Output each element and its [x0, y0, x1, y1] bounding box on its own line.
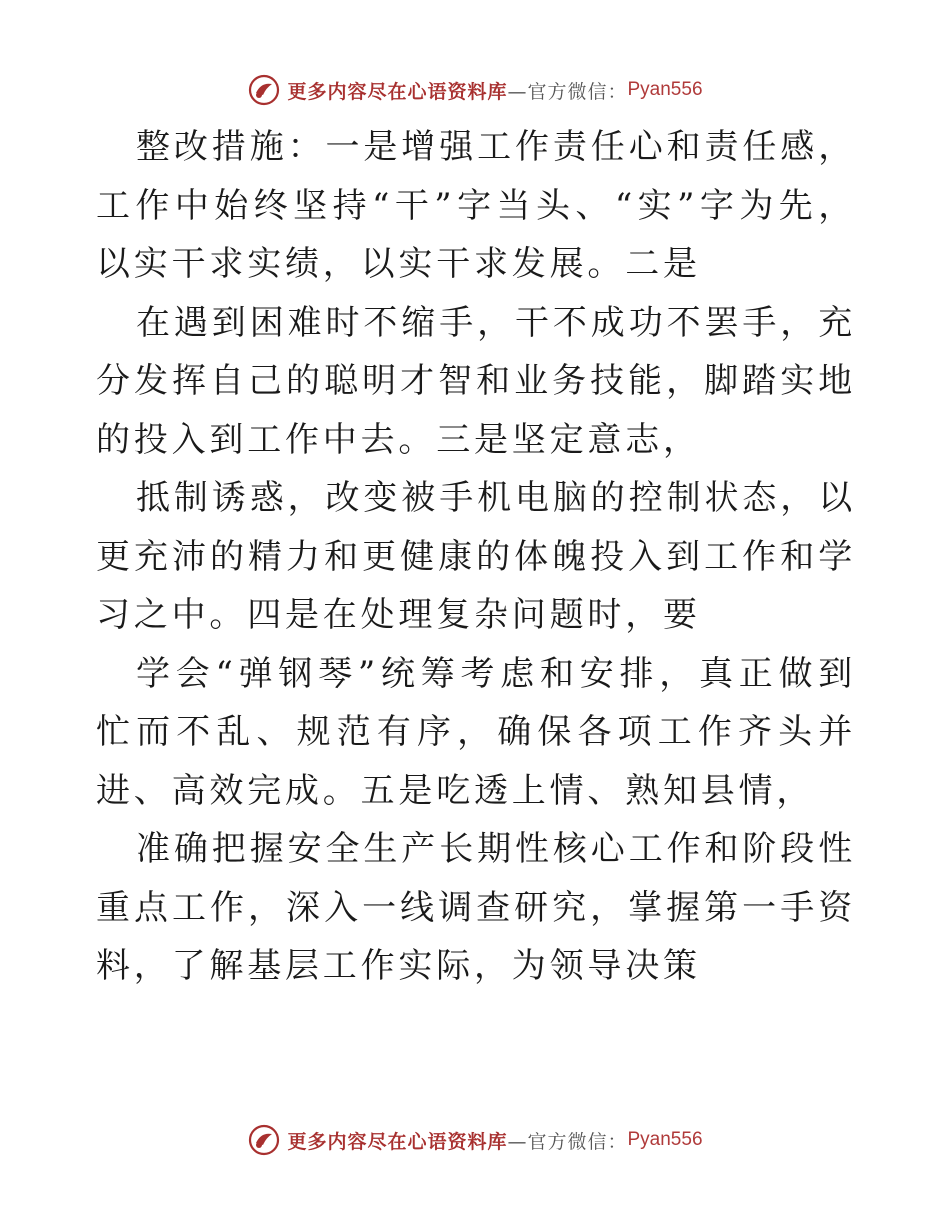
header-banner	[0, 70, 950, 110]
document-body	[96, 118, 856, 996]
paragraph: 在遇到困难时不缩手，干不成功不罢手，充分发挥自己的聪明才智和业务技能，脚踏实地的投入到工作中去。三是坚定意志，	[96, 302, 856, 460]
brand-logo-icon	[247, 73, 281, 107]
paragraph: 学会“弹钢琴”统筹考虑和安排，真正做到忙而不乱、规范有序，确保各项工作齐头并进、高效完成。五是吃透上情、熟知县情，	[96, 653, 856, 811]
banner-slogan: 更多内容尽在心语资料库	[287, 1130, 508, 1153]
banner-wechat-id: Pyan556	[627, 79, 703, 100]
banner-wechat-id: Pyan556	[627, 1129, 703, 1150]
paragraph: 准确把握安全生产长期性核心工作和阶段性重点工作，深入一线调查研究，掌握第一手资料，了解基层工作实际，为领导决策	[96, 829, 856, 986]
banner-wechat-label: —官方微信：	[507, 1130, 628, 1153]
brand-logo-icon	[247, 1123, 281, 1157]
footer-banner	[0, 1120, 950, 1160]
paragraph: 抵制诱惑，改变被手机电脑的控制状态，以更充沛的精力和更健康的体魄投入到工作和学习之中。四是在处理复杂问题时，要	[96, 478, 856, 635]
banner-wechat-label: —官方微信：	[507, 80, 628, 103]
banner-slogan: 更多内容尽在心语资料库	[287, 80, 508, 103]
paragraph: 整改措施：一是增强工作责任心和责任感，工作中始终坚持“干”字当头、“实”字为先，以实干求实绩，以实干求发展。二是	[96, 127, 856, 284]
